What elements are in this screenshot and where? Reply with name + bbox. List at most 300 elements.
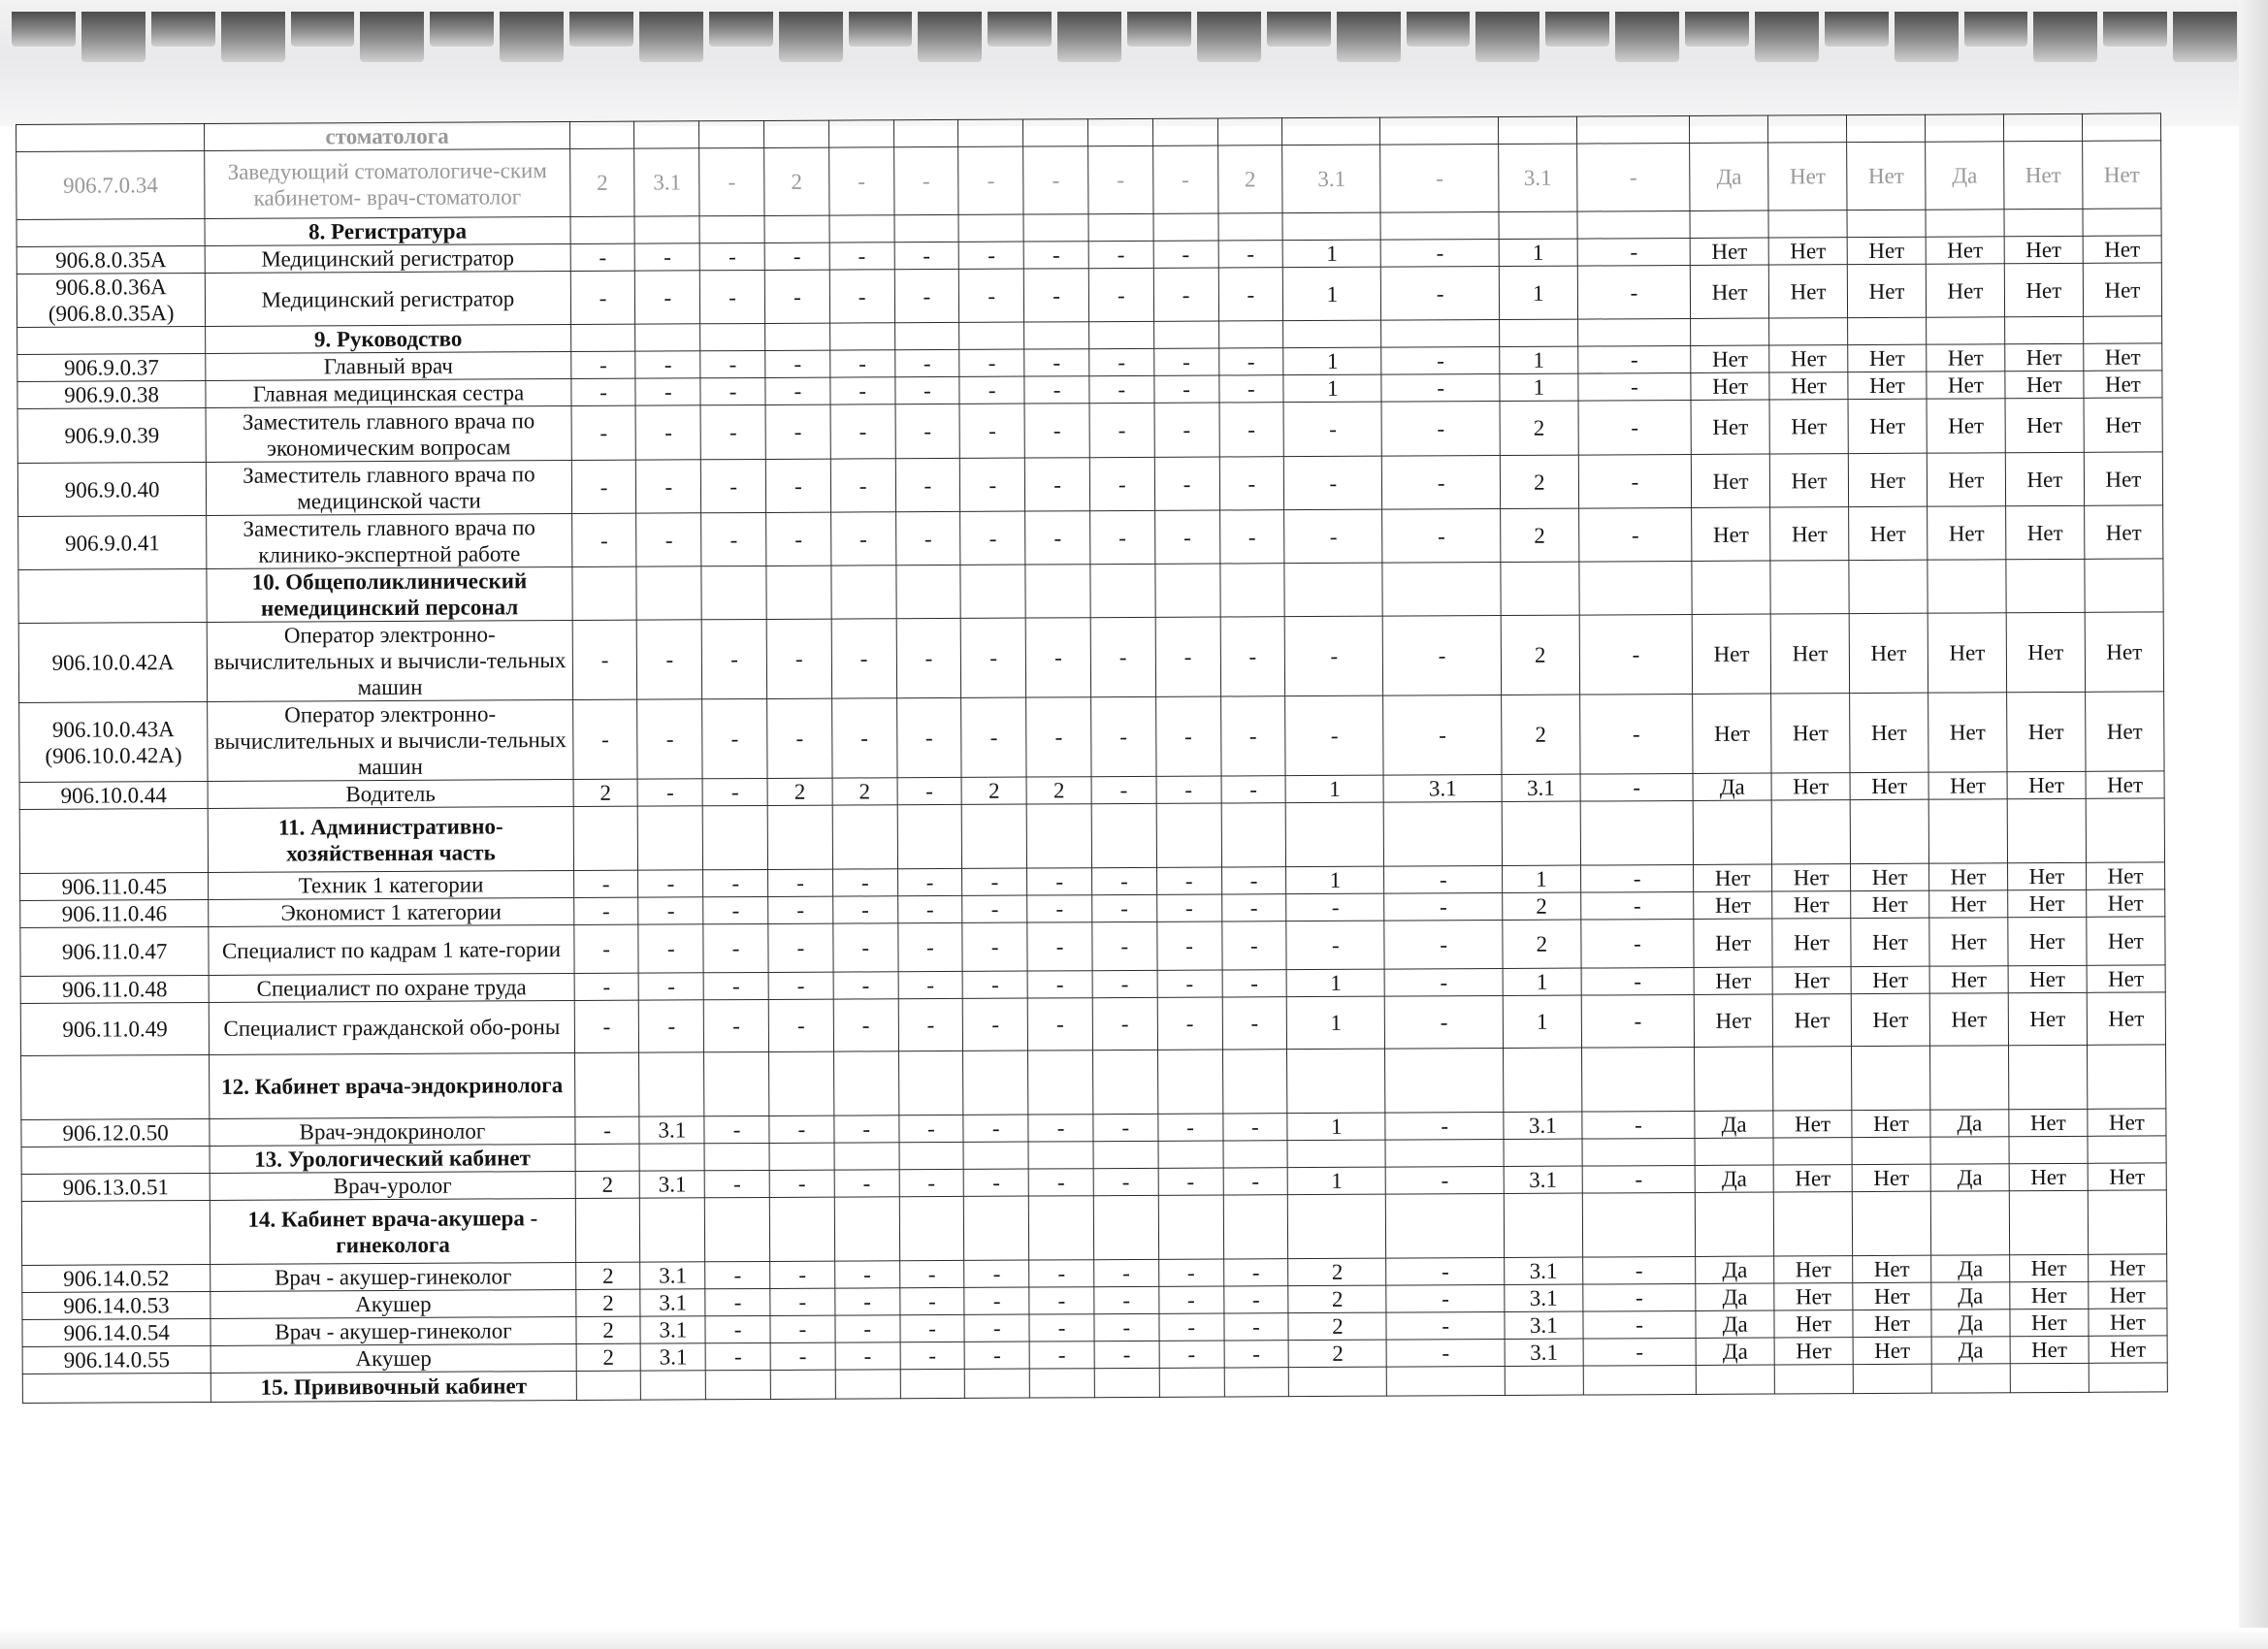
value-cell: 2	[1288, 1340, 1386, 1368]
value-cell	[1385, 1139, 1504, 1167]
value-cell: 1	[1502, 865, 1580, 892]
value-cell	[1224, 1368, 1289, 1397]
value-cell: -	[1023, 269, 1088, 322]
position-name-cell: Врач-эндокринолог	[210, 1116, 575, 1146]
value-cell: Нет	[1694, 994, 1772, 1047]
value-cell: -	[1092, 997, 1157, 1050]
value-cell: -	[894, 269, 959, 322]
value-cell: 1	[1503, 968, 1581, 995]
value-cell: -	[1223, 1168, 1288, 1195]
value-cell: -	[1158, 1114, 1223, 1141]
position-name-cell: Главный врач	[206, 352, 571, 381]
value-cell: -	[1581, 967, 1695, 995]
value-cell	[1285, 802, 1384, 867]
value-cell: Нет	[2084, 398, 2162, 452]
value-cell: Нет	[1926, 237, 2004, 264]
value-cell: -	[704, 999, 769, 1051]
value-cell: -	[1027, 998, 1092, 1051]
value-cell: Нет	[1771, 773, 1850, 800]
value-cell: 2	[1288, 1312, 1386, 1341]
value-cell	[1498, 116, 1576, 144]
value-cell	[639, 1052, 704, 1116]
value-cell	[2005, 316, 2084, 343]
value-cell: Нет	[1853, 1310, 1931, 1337]
value-cell: -	[1024, 458, 1089, 511]
value-cell: Нет	[2085, 612, 2164, 692]
value-cell: -	[1381, 266, 1500, 320]
value-cell: -	[1153, 348, 1218, 375]
value-cell: -	[764, 270, 829, 323]
value-cell: -	[1577, 265, 1691, 319]
value-cell: -	[899, 1287, 964, 1314]
value-cell: -	[765, 404, 830, 459]
value-cell: -	[1088, 146, 1153, 213]
value-cell: 3.1	[641, 1343, 706, 1371]
section-title: 8. Регистратура	[205, 217, 570, 246]
value-cell: Нет	[1850, 693, 1928, 772]
value-cell: Нет	[1694, 967, 1772, 994]
value-cell: -	[1286, 893, 1384, 922]
value-cell: -	[1581, 891, 1695, 920]
value-cell: -	[1155, 617, 1220, 696]
value-cell: Нет	[2009, 1109, 2088, 1136]
value-cell	[1499, 319, 1577, 346]
code-cell: 906.8.0.35А	[16, 245, 205, 274]
value-cell: Нет	[2085, 692, 2164, 771]
position-name-cell: Врач - акушер-гинеколог	[211, 1316, 576, 1345]
value-cell: -	[1158, 1168, 1223, 1195]
value-cell: -	[832, 869, 897, 896]
value-cell: 2	[1217, 146, 1282, 213]
document-sheet	[16, 124, 2161, 1404]
value-cell: -	[1157, 997, 1222, 1050]
code-cell: 906.9.0.38	[17, 380, 206, 408]
value-cell: Нет	[2008, 965, 2087, 992]
value-cell	[1930, 1046, 2009, 1110]
value-cell	[1581, 1047, 1695, 1112]
section-title: 15. Прививочный кабинет	[211, 1371, 577, 1402]
value-cell: -	[1088, 268, 1153, 321]
value-cell: Нет	[2010, 1309, 2089, 1336]
value-cell	[1153, 213, 1218, 241]
value-cell: -	[962, 971, 1027, 998]
value-cell	[1853, 1364, 1931, 1393]
binder-rings	[0, 0, 2268, 126]
value-cell: -	[960, 511, 1025, 565]
value-cell: Нет	[2089, 1281, 2167, 1309]
value-cell: -	[897, 895, 962, 922]
value-cell: -	[1159, 1313, 1224, 1341]
value-cell	[2009, 1136, 2088, 1163]
value-cell: Нет	[2084, 505, 2162, 559]
value-cell: Нет	[1770, 614, 1849, 694]
value-cell: -	[705, 1261, 770, 1288]
value-cell	[1156, 803, 1221, 867]
value-cell: -	[574, 1000, 639, 1052]
value-cell	[1028, 1051, 1093, 1115]
table-row	[19, 692, 2164, 783]
code-cell: 906.13.0.51	[21, 1173, 210, 1201]
value-cell: Нет	[1770, 507, 1849, 561]
value-cell: -	[704, 1116, 769, 1143]
value-cell: -	[705, 1288, 770, 1315]
value-cell: 3.1	[640, 1262, 705, 1289]
value-cell: Нет	[2005, 371, 2084, 398]
value-cell	[634, 121, 699, 148]
code-cell	[21, 1054, 211, 1119]
value-cell	[1930, 1137, 2009, 1164]
value-cell: -	[833, 923, 898, 972]
value-cell: -	[1028, 1115, 1093, 1142]
code-cell: 906.11.0.47	[20, 926, 210, 976]
value-cell: -	[700, 377, 765, 404]
value-cell: -	[768, 896, 833, 923]
value-cell: Нет	[2089, 1309, 2167, 1336]
value-cell	[1695, 1047, 1773, 1111]
value-cell: -	[1024, 376, 1089, 404]
value-cell	[1094, 1368, 1159, 1397]
value-cell	[964, 1196, 1029, 1260]
value-cell: Нет	[1768, 143, 1847, 210]
value-cell	[575, 1198, 640, 1262]
value-cell: Нет	[1769, 400, 1848, 454]
value-cell: -	[703, 972, 768, 999]
value-cell: Нет	[2084, 343, 2162, 371]
value-cell: -	[1380, 144, 1499, 212]
code-cell: 906.9.0.37	[17, 353, 206, 381]
position-name-cell: Оператор электронно-вычислительных и вычисли-тельных машин	[207, 621, 572, 702]
value-cell: -	[703, 923, 768, 972]
value-cell	[2088, 1190, 2166, 1254]
value-cell	[1029, 1369, 1094, 1398]
value-cell: Нет	[2007, 862, 2086, 889]
value-cell: -	[1218, 348, 1283, 375]
value-cell	[894, 322, 959, 349]
value-cell: -	[1221, 922, 1286, 970]
value-cell: -	[1581, 919, 1695, 968]
section-row	[19, 798, 2164, 874]
value-cell: -	[897, 777, 962, 804]
value-cell: -	[899, 1169, 964, 1196]
value-cell	[1093, 1195, 1158, 1259]
value-cell: -	[1384, 920, 1503, 969]
value-cell: Нет	[1929, 993, 2008, 1046]
value-cell: -	[959, 376, 1024, 404]
value-cell	[894, 214, 959, 242]
value-cell: Нет	[1926, 264, 2004, 317]
value-cell: Нет	[1774, 1310, 1853, 1338]
value-cell: -	[705, 1315, 770, 1342]
value-cell: Нет	[1929, 966, 2008, 993]
value-cell	[765, 323, 830, 350]
value-cell	[1287, 1140, 1385, 1168]
value-cell	[1158, 1141, 1223, 1168]
value-cell	[1774, 1365, 1853, 1394]
value-cell: -	[1090, 510, 1155, 564]
value-cell: -	[1094, 1313, 1159, 1341]
value-cell: -	[638, 924, 703, 973]
value-cell: -	[1153, 268, 1218, 321]
position-name-cell: Заведующий стоматологиче-ским кабинетом- врач-стоматолог	[205, 149, 570, 219]
value-cell: 1	[1286, 969, 1384, 997]
value-cell: Нет	[1929, 863, 2008, 890]
code-cell	[18, 568, 208, 623]
section-title: 13. Урологический кабинет	[210, 1144, 575, 1173]
value-cell: -	[1581, 994, 1695, 1048]
value-cell	[898, 1051, 963, 1115]
value-cell: -	[1157, 970, 1222, 997]
value-cell: -	[571, 513, 636, 566]
value-cell	[570, 216, 635, 243]
value-cell: 3.1	[1499, 144, 1577, 211]
value-cell: -	[1222, 997, 1287, 1050]
value-cell	[834, 1143, 899, 1170]
value-cell: Нет	[1694, 864, 1772, 891]
value-cell: -	[834, 1170, 899, 1197]
value-cell: -	[829, 270, 894, 323]
value-cell: 3.1	[1505, 1311, 1583, 1339]
code-cell: 906.14.0.54	[22, 1318, 211, 1346]
value-cell: -	[1220, 696, 1285, 776]
value-cell: -	[635, 243, 700, 271]
value-cell: -	[959, 404, 1024, 458]
value-cell: -	[1156, 894, 1221, 922]
value-cell	[1773, 1192, 1852, 1256]
value-cell: -	[1089, 375, 1154, 403]
value-cell: 2	[1288, 1285, 1386, 1313]
value-cell: -	[1582, 1165, 1696, 1193]
value-cell: -	[1223, 1259, 1288, 1286]
value-cell	[769, 1197, 834, 1261]
value-cell: -	[828, 147, 893, 215]
value-cell	[575, 1144, 640, 1171]
code-cell: 906.10.0.43А (906.10.0.42А)	[19, 701, 209, 782]
value-cell: -	[638, 779, 703, 806]
value-cell: -	[1089, 348, 1154, 375]
value-cell: -	[767, 698, 832, 778]
value-cell: Да	[1931, 1282, 2010, 1310]
value-cell: Нет	[2087, 992, 2165, 1045]
value-cell: -	[830, 459, 895, 512]
value-cell: -	[830, 350, 895, 377]
value-cell	[832, 805, 897, 869]
value-cell	[699, 120, 764, 147]
value-cell	[1499, 211, 1577, 239]
value-cell	[2083, 316, 2161, 343]
value-cell: -	[770, 1315, 835, 1342]
value-cell	[1381, 319, 1500, 347]
value-cell: Нет	[1848, 372, 1927, 399]
value-cell	[1580, 800, 1694, 865]
value-cell: -	[1583, 1338, 1697, 1366]
value-cell: Нет	[1691, 372, 1769, 400]
value-cell	[1089, 321, 1154, 348]
value-cell: -	[703, 869, 768, 896]
value-cell: 2	[1501, 615, 1579, 695]
value-cell	[1928, 799, 2007, 863]
value-cell: -	[1220, 617, 1285, 696]
value-cell: -	[1154, 375, 1219, 403]
code-cell: 906.14.0.55	[22, 1345, 211, 1374]
value-cell	[2088, 1136, 2166, 1163]
value-cell: -	[704, 1170, 769, 1197]
value-cell	[1931, 1364, 2010, 1393]
value-cell: 2	[576, 1343, 641, 1371]
value-cell: -	[893, 146, 958, 214]
value-cell: -	[1090, 617, 1155, 696]
section-row	[21, 1045, 2166, 1120]
value-cell: Нет	[2005, 343, 2084, 371]
value-cell	[1690, 115, 1768, 143]
value-cell: -	[638, 897, 703, 924]
value-cell: -	[958, 146, 1023, 214]
section-title: 10. Общеполиклинический немедицинский персонал	[207, 567, 572, 623]
value-cell: -	[831, 619, 896, 698]
section-row	[21, 1190, 2166, 1266]
value-cell: -	[894, 376, 959, 404]
section-title: 11. Административно-хозяйственная часть	[208, 806, 573, 872]
code-cell	[22, 1373, 211, 1403]
value-cell: 2	[1500, 401, 1578, 455]
value-cell	[1157, 1050, 1222, 1114]
value-cell: -	[1224, 1341, 1289, 1368]
value-cell	[2087, 1045, 2165, 1109]
value-cell	[828, 120, 893, 147]
value-cell: -	[1091, 776, 1156, 803]
value-cell: -	[1577, 238, 1691, 266]
value-cell: -	[570, 271, 635, 324]
value-cell	[764, 120, 829, 147]
value-cell: Нет	[1769, 454, 1848, 507]
value-cell	[900, 1369, 965, 1398]
value-cell: -	[1154, 403, 1219, 457]
value-cell	[963, 1051, 1028, 1115]
value-cell	[770, 1370, 835, 1399]
value-cell: Нет	[1849, 613, 1928, 693]
value-cell: -	[1221, 894, 1286, 922]
value-cell: -	[572, 699, 637, 779]
value-cell: -	[900, 1342, 965, 1369]
value-cell: -	[895, 511, 960, 565]
code-cell: 906.11.0.48	[20, 975, 209, 1003]
value-cell: -	[961, 618, 1026, 697]
value-cell	[2006, 559, 2085, 612]
value-cell: -	[830, 404, 895, 459]
value-cell: -	[573, 870, 638, 897]
value-cell: 2	[1503, 892, 1581, 920]
value-cell: -	[961, 697, 1026, 777]
value-cell: 3.1	[1505, 1284, 1583, 1311]
value-cell: Нет	[2083, 263, 2161, 316]
value-cell: -	[571, 405, 636, 460]
value-cell	[1582, 1192, 1696, 1257]
value-cell: Нет	[1773, 1111, 1852, 1138]
value-cell: Нет	[2089, 1254, 2167, 1281]
value-cell: 2	[1502, 695, 1580, 774]
value-cell: Нет	[2084, 371, 2162, 398]
value-cell: -	[1387, 1339, 1506, 1367]
value-cell	[1848, 317, 1927, 344]
value-cell: 1	[1282, 240, 1380, 268]
value-cell: Нет	[2010, 1336, 2089, 1363]
value-cell	[1158, 1195, 1223, 1259]
value-cell: -	[1088, 241, 1153, 268]
value-cell	[1696, 1365, 1774, 1394]
value-cell	[1503, 1048, 1581, 1112]
value-cell: 2	[1503, 920, 1581, 968]
value-cell	[1770, 561, 1849, 614]
value-cell: -	[898, 1115, 963, 1142]
value-cell: -	[575, 1116, 640, 1144]
value-cell: -	[1218, 375, 1283, 403]
value-cell: -	[1029, 1260, 1094, 1287]
value-cell	[1852, 1046, 1930, 1110]
value-cell: -	[1578, 454, 1692, 508]
code-cell: 906.11.0.49	[20, 1002, 210, 1055]
value-cell	[2085, 559, 2163, 612]
value-cell: -	[770, 1342, 835, 1370]
value-cell: Нет	[1851, 863, 1929, 890]
value-cell: 3.1	[1282, 145, 1381, 213]
value-cell: -	[963, 1115, 1028, 1142]
value-cell: -	[1285, 695, 1384, 776]
value-cell	[1218, 321, 1283, 348]
value-cell: Нет	[1852, 1110, 1930, 1137]
value-cell: -	[1385, 1112, 1504, 1140]
value-cell	[1091, 803, 1156, 867]
value-cell: Нет	[1850, 772, 1928, 799]
value-cell	[1768, 210, 1847, 238]
value-cell: -	[959, 349, 1024, 376]
value-cell: 2	[573, 779, 638, 806]
value-cell: 2	[576, 1289, 641, 1316]
value-cell: -	[1385, 968, 1504, 996]
value-cell: Да	[1931, 1337, 2010, 1364]
value-cell: -	[770, 1261, 835, 1288]
value-cell: Да	[1695, 1111, 1773, 1138]
value-cell: 2	[764, 147, 829, 215]
value-cell	[574, 1052, 639, 1116]
value-cell: Нет	[2008, 889, 2087, 917]
value-cell: 1	[1283, 374, 1381, 403]
value-cell	[639, 1144, 704, 1171]
value-cell: -	[1284, 616, 1383, 696]
value-cell: Нет	[1768, 265, 1847, 318]
value-cell: Да	[1696, 1338, 1774, 1365]
value-cell	[1287, 1049, 1386, 1114]
value-cell: -	[699, 242, 764, 270]
value-cell	[896, 565, 961, 618]
value-cell: -	[834, 1261, 899, 1288]
value-cell	[769, 1051, 834, 1116]
value-cell	[706, 1370, 771, 1399]
value-cell	[764, 215, 829, 242]
value-cell	[636, 566, 701, 620]
value-cell	[705, 1197, 770, 1261]
value-cell	[1930, 1191, 2009, 1255]
value-cell: Нет	[1772, 919, 1851, 967]
position-name-cell: Экономист 1 категории	[209, 897, 574, 926]
value-cell	[1087, 118, 1152, 146]
value-cell	[701, 566, 766, 619]
value-cell	[573, 806, 638, 870]
value-cell: 2	[767, 778, 832, 805]
value-cell: -	[1283, 402, 1381, 457]
value-cell	[2009, 1190, 2088, 1254]
value-cell: -	[636, 405, 701, 460]
value-cell: Нет	[1928, 613, 2006, 693]
value-cell: -	[898, 998, 963, 1051]
